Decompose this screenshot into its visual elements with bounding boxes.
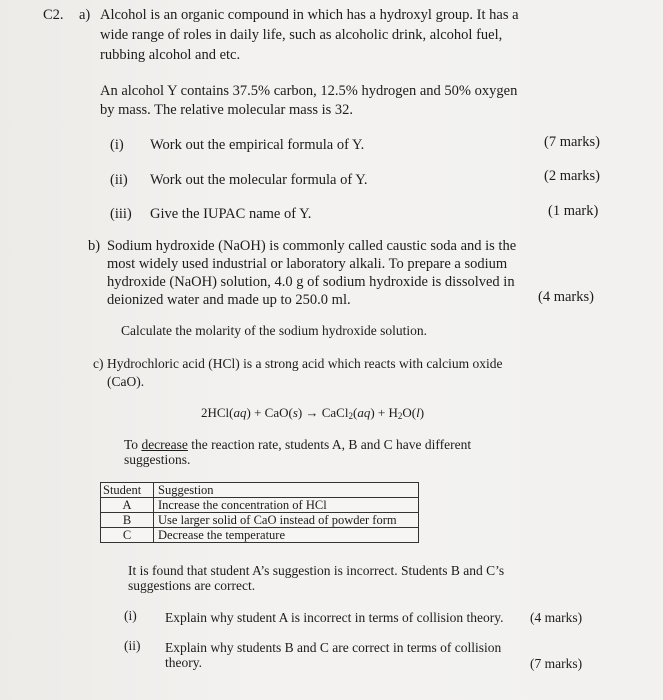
part-a-item-3-text: Give the IUPAC name of Y. <box>150 206 312 222</box>
part-a-data-line2: by mass. The relative molecular mass is 32. <box>100 102 354 118</box>
part-a-item-1-marks: (7 marks) <box>544 134 600 150</box>
part-a-label: a) <box>79 7 91 23</box>
table-cell-suggestion: Increase the concentration of HCl <box>154 498 419 513</box>
underlined-decrease: decrease <box>141 437 188 452</box>
part-a-item-1-text: Work out the empirical formula of Y. <box>150 137 365 153</box>
part-b-line1: Sodium hydroxide (NaOH) is commonly called caustic soda and is the <box>107 238 517 254</box>
part-b-marks: (4 marks) <box>538 289 594 305</box>
reaction-arrow: → <box>305 405 319 420</box>
part-c-line2: (CaO). <box>107 374 145 389</box>
part-b-line4: deionized water and made up to 250.0 ml. <box>107 292 351 308</box>
part-b-line2: most widely used industrial or laboratory alkali. To prepare a sodium <box>107 256 508 272</box>
table-cell-student: B <box>101 513 154 528</box>
table-header-student: Student <box>101 483 154 498</box>
part-b-label: b) <box>88 238 101 254</box>
part-a-intro-line2: wide range of roles in daily life, such as alcoholic drink, alcohol fuel, <box>100 27 503 43</box>
part-c-item-2-text: Explain why students B and C are correct in terms of collision <box>165 640 502 655</box>
part-a-item-3-number: (iii) <box>110 206 132 222</box>
part-a-data-line1: An alcohol Y contains 37.5% carbon, 12.5% hydrogen and 50% oxygen <box>100 83 518 99</box>
table-row <box>101 513 419 528</box>
table-header-suggestion: Suggestion <box>154 483 419 498</box>
table-cell-suggestion: Decrease the temperature <box>154 528 419 543</box>
part-c-label: c) <box>93 356 104 371</box>
part-c-item-2-number: (ii) <box>124 638 141 653</box>
part-c-finding-line2: suggestions are correct. <box>128 578 256 593</box>
part-c-suggestion-intro-line2: suggestions. <box>124 452 191 467</box>
part-a-item-2-number: (ii) <box>110 172 128 188</box>
part-b-task: Calculate the molarity of the sodium hydroxide solution. <box>121 323 427 338</box>
part-c-item-1-text: Explain why student A is incorrect in terms of collision theory. <box>165 610 504 625</box>
table-cell-suggestion: Use larger solid of CaO instead of powder form <box>154 513 419 528</box>
part-a-intro-line1: Alcohol is an organic compound in which has a hydroxyl group. It has a <box>100 7 519 23</box>
table-row <box>101 498 419 513</box>
part-c-item-2-marks: (7 marks) <box>530 656 583 671</box>
question-number: C2. <box>43 7 64 23</box>
part-c-item-1-marks: (4 marks) <box>530 610 583 625</box>
part-c-item-1-number: (i) <box>124 608 137 623</box>
table-row <box>101 528 419 543</box>
part-c-finding-line1: It is found that student A’s suggestion is incorrect. Students B and C’s <box>128 563 505 578</box>
part-c-line1: Hydrochloric acid (HCl) is a strong acid which reacts with calcium oxide <box>107 356 503 371</box>
part-a-item-2-marks: (2 marks) <box>544 168 600 184</box>
part-a-intro-line3: rubbing alcohol and etc. <box>100 47 241 63</box>
suggestions-table <box>100 482 419 543</box>
part-c-suggestion-intro: To decrease the reaction rate, students A, B and C have different <box>124 437 472 452</box>
table-cell-student: A <box>101 498 154 513</box>
table-cell-student: C <box>101 528 154 543</box>
table-header-row <box>101 483 419 498</box>
part-b-line3: hydroxide (NaOH) solution, 4.0 g of sodium hydroxide is dissolved in <box>107 274 515 290</box>
chemical-equation: 2HCl(aq) + CaO(s) → CaCl$_2$(aq) + $H_2O(l)$ <box>201 405 425 421</box>
part-a-item-3-marks: (1 mark) <box>548 203 599 219</box>
part-c-item-2-text-line2: theory. <box>165 655 202 670</box>
part-a-item-1-number: (i) <box>110 137 124 153</box>
part-a-item-2-text: Work out the molecular formula of Y. <box>150 172 368 188</box>
